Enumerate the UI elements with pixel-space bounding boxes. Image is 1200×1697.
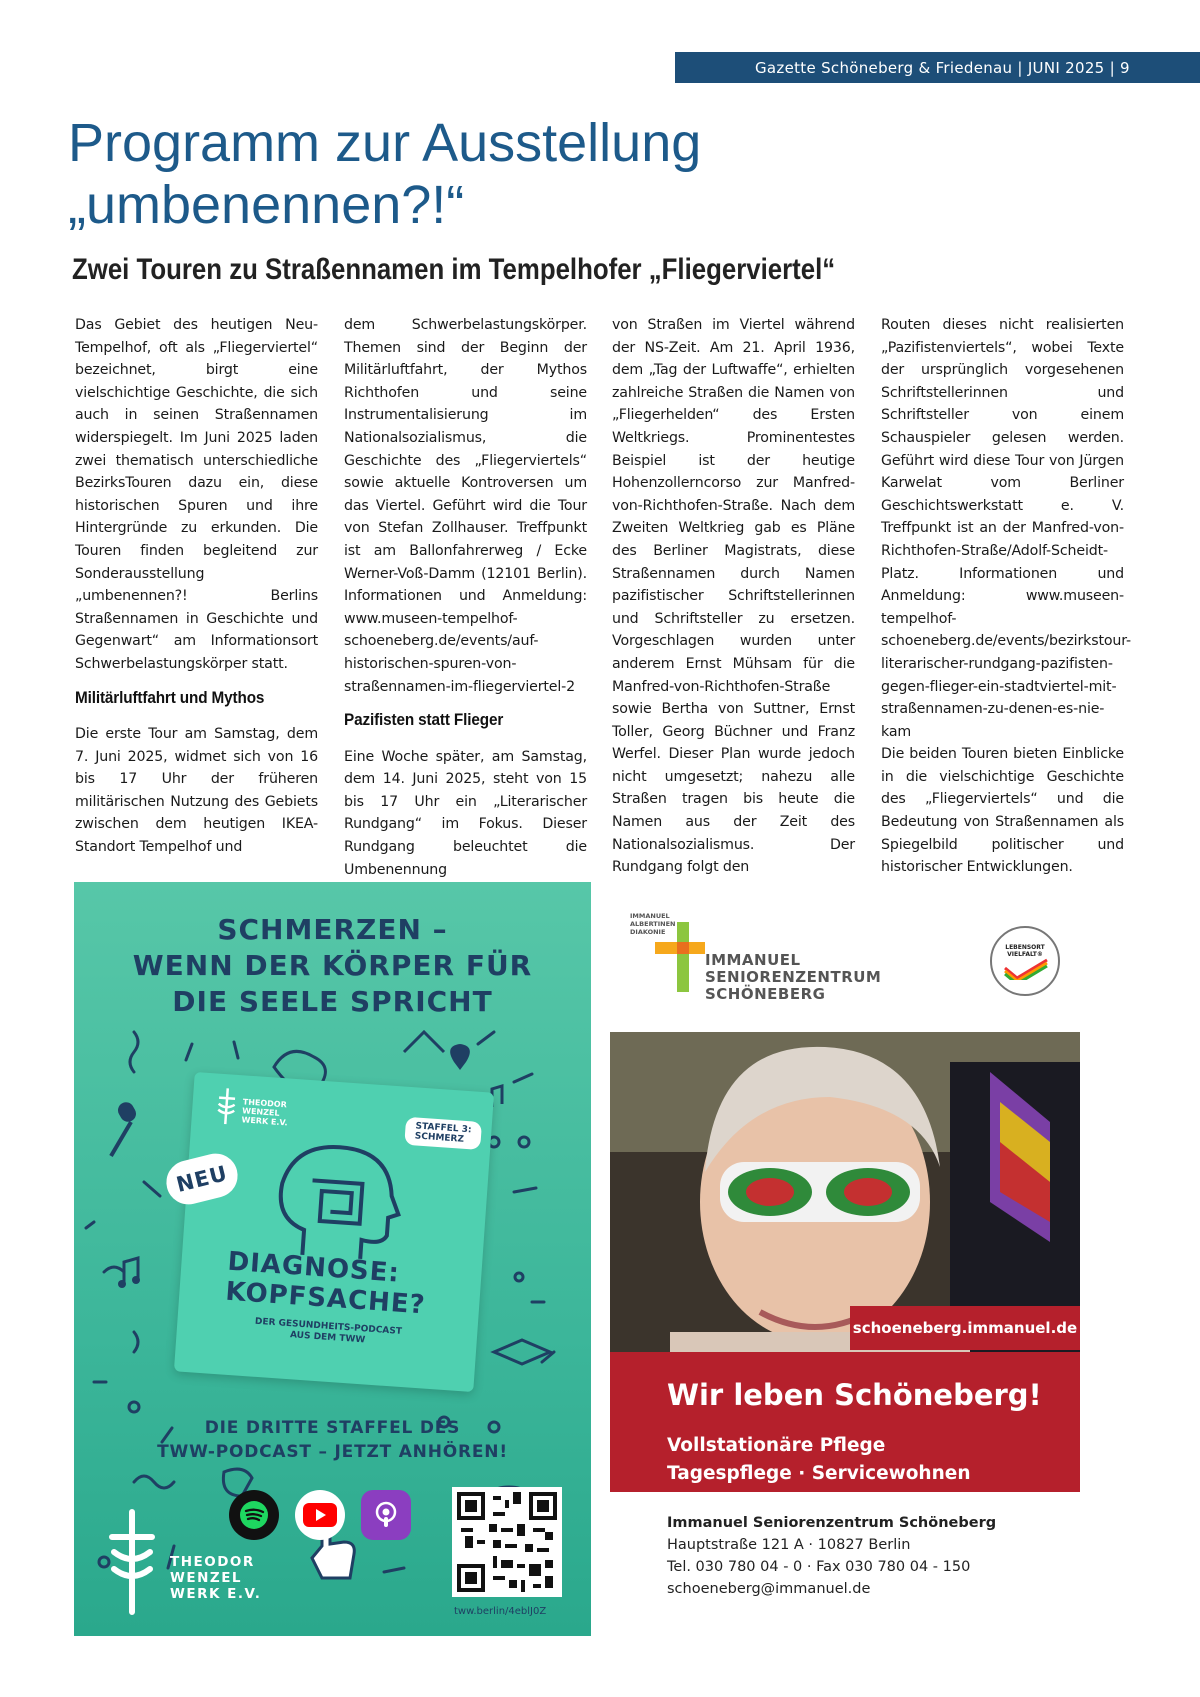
service-line-2: Tagespflege · Servicewohnen [667,1463,971,1484]
immanuel-logo-text [705,952,881,1003]
paragraph: Die erste Tour am Samstag, dem 7. Juni 2025, widmet sich von 16 bis 17 Uhr der früheren militärischen Nutzung des Gebiets zwischen dem heutigen IKEA-Standort Tempelhof und [75,726,318,856]
podcast-cover [174,1072,494,1392]
page-header-text: Gazette Schöneberg & Friedenau | JUNI 2025 | 9 [755,58,1130,77]
tww-logo-icon [213,1087,239,1125]
org-name-text: THEODOR WENZEL WERK E.V. [170,1554,262,1602]
rainbow-check-icon [1000,958,1050,980]
qr-code-icon [457,1492,557,1592]
address-street: Hauptstraße 121 A · 10827 Berlin [667,1537,911,1553]
contact-address [667,1512,996,1600]
org-name [170,1554,261,1602]
page-header-bar [675,52,1200,83]
cta-text: DIE DRITTE STAFFEL DES TWW-PODCAST – JETZT ANHÖREN! [157,1418,508,1462]
article-column-4 [881,314,1131,879]
paragraph: Routen dieses nicht realisierten „Pazifistenviertels“, wobei Texte der ursprünglich vorgesehenen Schriftstellerinnen und Schriftsteller von einem Schauspieler gelesen werden. Geführt wird diese Tour von Jürgen Karwelat vom Berliner Geschichtswerkstatt e. V. Treffpunkt ist an der Manfred-von-Richthofen-Straße/Adolf-Scheidt-Platz. Informationen und Anmeldung: www.museen-tempelhof-schoeneberg.de/events/bezirkstour-literarischer-rundgang-pazifisten-gegen-flieger-ein-stadtviertel-mit-straßennamen-zu-denen-es-nie-kam [881,317,1131,740]
article-column-1 [75,314,318,859]
address-phone: Tel. 030 780 04 - 0 · Fax 030 780 04 - 150 [667,1559,971,1575]
address-name: Immanuel Seniorenzentrum Schöneberg [667,1515,997,1531]
immanuel-logo-label: IMMANUEL SENIORENZENTRUM SCHÖNEBERG [705,951,882,1003]
title-line-1: Programm zur Ausstellung [68,113,702,173]
ad-headline-text: SCHMERZEN – WENN DER KÖRPER FÜR DIE SEELE SPRICHT [132,913,533,1018]
paragraph: Eine Woche später, am Samstag, dem 14. Juni 2025, steht von 15 bis 17 Uhr ein „Literarischer Rundgang“ im Fokus. Dieser Rundgang beleuchtet die Umbenennung [344,748,587,878]
season-badge [404,1117,482,1150]
apple-podcasts-icon[interactable] [361,1490,411,1540]
new-badge: NEU [162,1149,243,1209]
paragraph: von Straßen im Viertel während der NS-Zeit. Am 21. April 1936, dem „Tag der Luftwaffe“, erhielten zahlreiche Straßen die Namen von „Fliegerhelden“ des Ersten Weltkriegs. Prominentestes Beispiel ist der heutige Hohenzollerncorso zur Manfred-von-Richthofen-Straße. Nach dem Zweiten Weltkrieg gab es Pläne des Berliner Magistrats, diese Straßennamen durch Namen pazifistischer Schriftstellerinnen und Schriftsteller zu ersetzen. Vorgeschlagen wurden unter anderem Ernst Mühsam für die Manfred-von-Richthofen-Straße sowie Bertha von Suttner, Ernst Toller, Georg Büchner und Franz Werfel. Dieser Plan wurde jedoch nicht umgesetzt; nahezu alle Straßen tragen bis heute die Namen aus der Zeit des Nationalsozialismus. Der Rundgang folgt den [612,317,855,876]
qr-code[interactable] [452,1487,562,1597]
qr-code-url: tww.berlin/4eblJ0Z [454,1606,547,1617]
paragraph: Das Gebiet des heutigen Neu-Tempelhof, oft als „Fliegerviertel“ bezeichnet, birgt eine vielschichtige Geschichte, die sich auch in seinen Straßennamen widerspiegelt. Im Juni 2025 laden zwei thematisch unterschiedliche BezirksTouren dazu ein, diese historischen Spuren und ihre Hintergründe zu erkunden. Die Touren finden begleitend zur Sonderausstellung „umbenennen?! Berlins Straßennamen in Geschichte und Gegenwart“ am Informationsort Schwerbelastungskörper statt. [75,317,318,672]
section-heading: Militärluftfahrt und Mythos [75,687,265,707]
services-list [667,1432,971,1488]
cover-logo [213,1087,296,1132]
address-email[interactable]: schoeneberg@immanuel.de [667,1581,871,1597]
podcast-title-text: DIAGNOSE: KOPFSACHE? [224,1246,427,1321]
article-title [68,112,968,236]
ad-headline [74,912,591,1020]
article-subtitle: Zwei Touren zu Straßennamen im Tempelhofer „Fliegerviertel“ [72,253,836,286]
platform-badges [229,1490,411,1540]
youtube-icon[interactable] [295,1490,345,1540]
website-link[interactable]: schoeneberg.immanuel.de [850,1306,1080,1350]
paragraph: Die beiden Touren bieten Einblicke in die vielschichtige Geschichte des „Fliegerviertels“ und die Bedeutung von Straßennamen als Spiegelbild politischer und historischer Entwicklungen. [881,746,1124,876]
title-line-2: „umbenennen?!“ [68,175,465,235]
slogan: Wir leben Schöneberg! [667,1378,1042,1412]
service-line-1: Vollstationäre Pflege [667,1435,886,1456]
cover-logo-text: THEODOR WENZEL WERK E.V. [241,1097,288,1128]
podcast-advertisement [74,882,591,1636]
senior-center-advertisement [610,882,1140,1636]
podcast-subtitle-text: DER GESUNDHEITS-PODCAST AUS DEM TWW [254,1316,403,1346]
season-badge-text: STAFFEL 3: SCHMERZ [414,1121,472,1145]
diakonie-label-text: IMMANUEL ALBERTINEN DIAKONIE [630,912,676,936]
head-maze-illustration [262,1137,410,1266]
article-column-3 [612,314,855,879]
lebensort-vielfalt-badge [990,926,1060,996]
article-column-2 [344,314,587,881]
slogan-box [610,1352,1080,1492]
podcast-title [225,1247,429,1321]
section-heading: Pazifisten statt Flieger [344,710,504,730]
lebensort-badge-text: LEBENSORT VIELFALT® [1005,944,1045,958]
paragraph: dem Schwerbelastungskörper. Themen sind der Beginn der Militärluftfahrt, der Mythos Richthofen und seine Instrumentalisierung im Nationalsozialismus, die Geschichte des „Fliegerviertels“ sowie aktuelle Kontroversen um das Viertel. Geführt wird die Tour von Stefan Zollhauser. Treffpunkt ist am Ballonfahrerweg / Ecke Werner-Voß-Damm (12101 Berlin). Informationen und Anmeldung: www.museen-tempelhof-schoeneberg.de/events/auf-historischen-spuren-von-straßennamen-im-fliegerviertel-2 [344,317,587,695]
podcast-subtitle [242,1316,413,1350]
ad-call-to-action [74,1416,591,1464]
